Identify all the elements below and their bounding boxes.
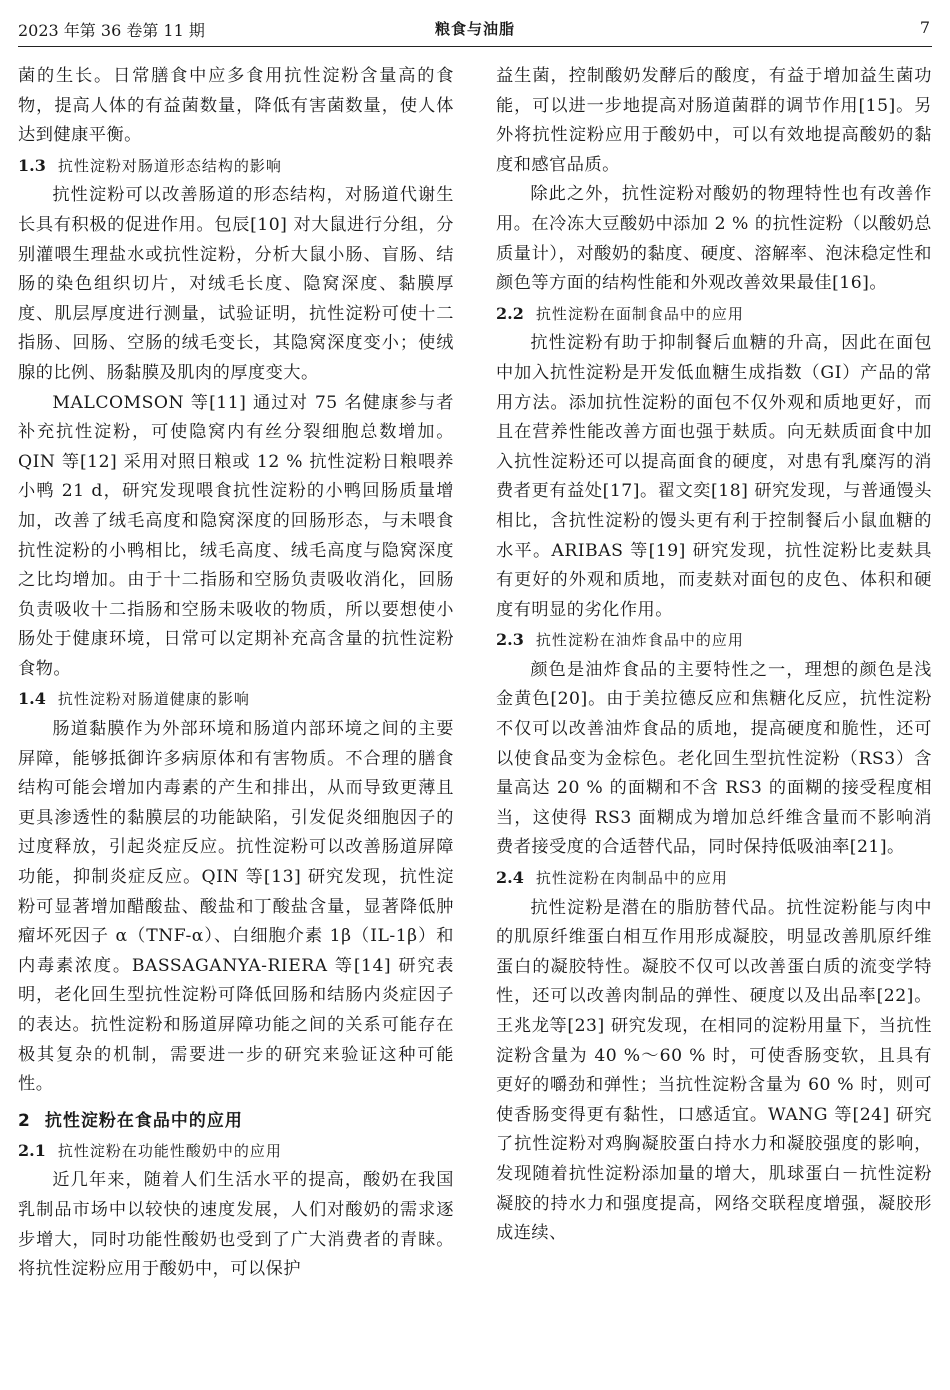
heading-number: 2.1 xyxy=(18,1140,46,1160)
heading-title: 抗性淀粉在功能性酸奶中的应用 xyxy=(57,1141,282,1160)
heading-number: 2.4 xyxy=(496,868,524,888)
paragraph: 益生菌，控制酸奶发酵后的酸度，有益于增加益生菌功能，可以进一步地提高对肠道菌群的调节作用[15]。另外将抗性淀粉应用于酸奶中，可以有效地提高酸奶的黏度和感官品质。 xyxy=(496,66,932,175)
left-column xyxy=(18,62,454,1285)
heading-title: 抗性淀粉对肠道健康的影响 xyxy=(57,690,250,709)
paragraph: 抗性淀粉有助于抑制餐后血糖的升高，因此在面包中加入抗性淀粉是开发低血糖生成指数（GI）产品的常用方法。添加抗性淀粉的面包不仅外观和质地更好，而且在营养性能改善方面也强于麸质。向无麸质面食中加入抗性淀粉还可以提高面食的硬度，对患有乳糜泻的消费者更有益处[17]。翟文奕[18] 研究发现，与普通馒头相比，含抗性淀粉的馒头更有利于控制餐后小鼠血糖的水平。ARIBAS 等[19] 研究发现，抗性淀粉比麦麸具有更好的外观和质地，而麦麸对面包的皮色、体积和硬度有明显的劣化作用。 xyxy=(496,333,932,620)
paragraph: 近几年来，随着人们生活水平的提高，酸奶在我国乳制品市场中以较快的速度发展，人们对酸奶的需求逐步增大，同时功能性酸奶也受到了广大消费者的青睐。将抗性淀粉应用于酸奶中，可以保护 xyxy=(18,1170,454,1280)
subsection-heading-2-1 xyxy=(18,1136,454,1167)
paragraph: 除此之外，抗性淀粉对酸奶的物理特性也有改善作用。在冷冻大豆酸奶中添加 2 % 的抗性淀粉（以酸奶总质量计），对酸奶的黏度、硬度、溶解率、泡沫稳定性和颜色等方面的结构性能和外观改善效果最佳[16]。 xyxy=(496,184,932,294)
heading-title: 抗性淀粉在肉制品中的应用 xyxy=(535,869,728,888)
subsection-heading-2-4 xyxy=(496,863,932,894)
heading-number: 2 xyxy=(18,1110,31,1131)
heading-title: 抗性淀粉对肠道形态结构的影响 xyxy=(57,156,282,175)
heading-number: 2.2 xyxy=(496,303,524,323)
paragraph: 颜色是油炸食品的主要特性之一，理想的颜色是浅金黄色[20]。由于美拉德反应和焦糖化反应，抗性淀粉不仅可以改善油炸食品的质地，提高硬度和脆性，还可以使食品变为金棕色。老化回生型抗性淀粉（RS3）含量高达 20 % 的面糊和不含 RS3 的面糊的接受程度相当，这使得 RS3 面糊成为增加总纤维含量而不影响消费者接受度的合适替代品，同时保持低吸油率[21]。 xyxy=(496,659,932,858)
paragraph: 抗性淀粉可以改善肠道的形态结构，对肠道代谢生长具有积极的促进作用。包辰[10] 对大鼠进行分组，分别灌喂生理盐水或抗性淀粉，分析大鼠小肠、盲肠、结肠的染色组织切片，对绒毛长度、隐窝深度、黏膜厚度、肌层厚度进行测量，试验证明，抗性淀粉可使十二指肠、回肠、空肠的绒毛变长，其隐窝深度变小；使绒腺的比例、肠黏膜及肌肉的厚度变大。 xyxy=(18,185,454,383)
subsection-heading-2-2 xyxy=(496,299,932,330)
paragraph: MALCOMSON 等[11] 通过对 75 名健康参与者补充抗性淀粉，可使隐窝内有丝分裂细胞总数增加。QIN 等[12] 采用对照日粮或 12 % 抗性淀粉日粮喂养小鸭 21 d，研究发现喂食抗性淀粉的小鸭回肠质量增加，改善了绒毛高度和隐窝深度的回肠形态，与未喂食抗性淀粉的小鸭相比，绒毛高度、绒毛高度与隐窝深度之比均增加。由于十二指肠和空肠负责吸收消化，回肠负责吸收十二指肠和空肠未吸收的物质，所以要想使小肠处于健康环境，日常可以定期补充高含量的抗性淀粉食物。 xyxy=(18,392,454,679)
paragraph: 抗性淀粉是潜在的脂肪替代品。抗性淀粉能与肉中的肌原纤维蛋白相互作用形成凝胶，明显改善肌原纤维蛋白的凝胶特性。凝胶不仅可以改善蛋白质的流变学特性，还可以改善肉制品的弹性、硬度以及出品率[22]。王兆龙等[23] 研究发现，在相同的淀粉用量下，当抗性淀粉含量为 40 %～60 % 时，可使香肠变软，且具有更好的嚼劲和弹性；当抗性淀粉含量为 60 % 时，则可使香肠变得更有黏性，口感适宜。WANG 等[24] 研究了抗性淀粉对鸡胸凝胶蛋白持水力和凝胶强度的影响，发现随着抗性淀粉添加量的增大，肌球蛋白－抗性淀粉凝胶的持水力和强度提高，网络交联程度增强，凝胶形成连续、 xyxy=(496,897,932,1244)
subsection-heading-1-3 xyxy=(18,151,454,182)
heading-title: 抗性淀粉在油炸食品中的应用 xyxy=(535,631,744,650)
paragraph: 菌的生长。日常膳食中应多食用抗性淀粉含量高的食物，提高人体的有益菌数量，降低有害菌数量，使人体达到健康平衡。 xyxy=(18,66,454,146)
subsection-heading-1-4 xyxy=(18,684,454,715)
paragraph: 肠道黏膜作为外部环境和肠道内部环境之间的主要屏障，能够抵御许多病原体和有害物质。不合理的膳食结构可能会增加内毒素的产生和排出，从而导致更薄且更具渗透性的黏膜层的功能缺陷，引发促炎细胞因子的过度释放，引起炎症反应。抗性淀粉可以改善肠道屏障功能，抑制炎症反应。QIN 等[13] 研究发现，抗性淀粉可显著增加醋酸盐、酸盐和丁酸盐含量，显著降低肿瘤坏死因子 α（TNF-α）、白细胞介素 1β（IL-1β）和内毒素浓度。BASSAGANYA-RIERA 等[14] 研究表明，老化回生型抗性淀粉可降低回肠和结肠内炎症因子的表达。抗性淀粉和肠道屏障功能之间的关系可能存在极其复杂的机制，需要进一步的研究来验证这种可能性。 xyxy=(18,719,454,1095)
page-number: 7 xyxy=(919,18,930,37)
heading-number: 1.4 xyxy=(18,689,46,709)
journal-title: 粮食与油脂 xyxy=(434,20,515,38)
page-header xyxy=(18,12,932,47)
right-column xyxy=(496,62,932,1249)
issue-info: 2023 年第 36 卷第 11 期 xyxy=(18,21,205,40)
heading-number: 2.3 xyxy=(496,630,524,650)
section-heading-2 xyxy=(18,1106,454,1136)
heading-number: 1.3 xyxy=(18,155,46,175)
heading-title: 抗性淀粉在面制食品中的应用 xyxy=(535,304,744,323)
heading-title: 抗性淀粉在食品中的应用 xyxy=(44,1110,243,1131)
subsection-heading-2-3 xyxy=(496,625,932,656)
